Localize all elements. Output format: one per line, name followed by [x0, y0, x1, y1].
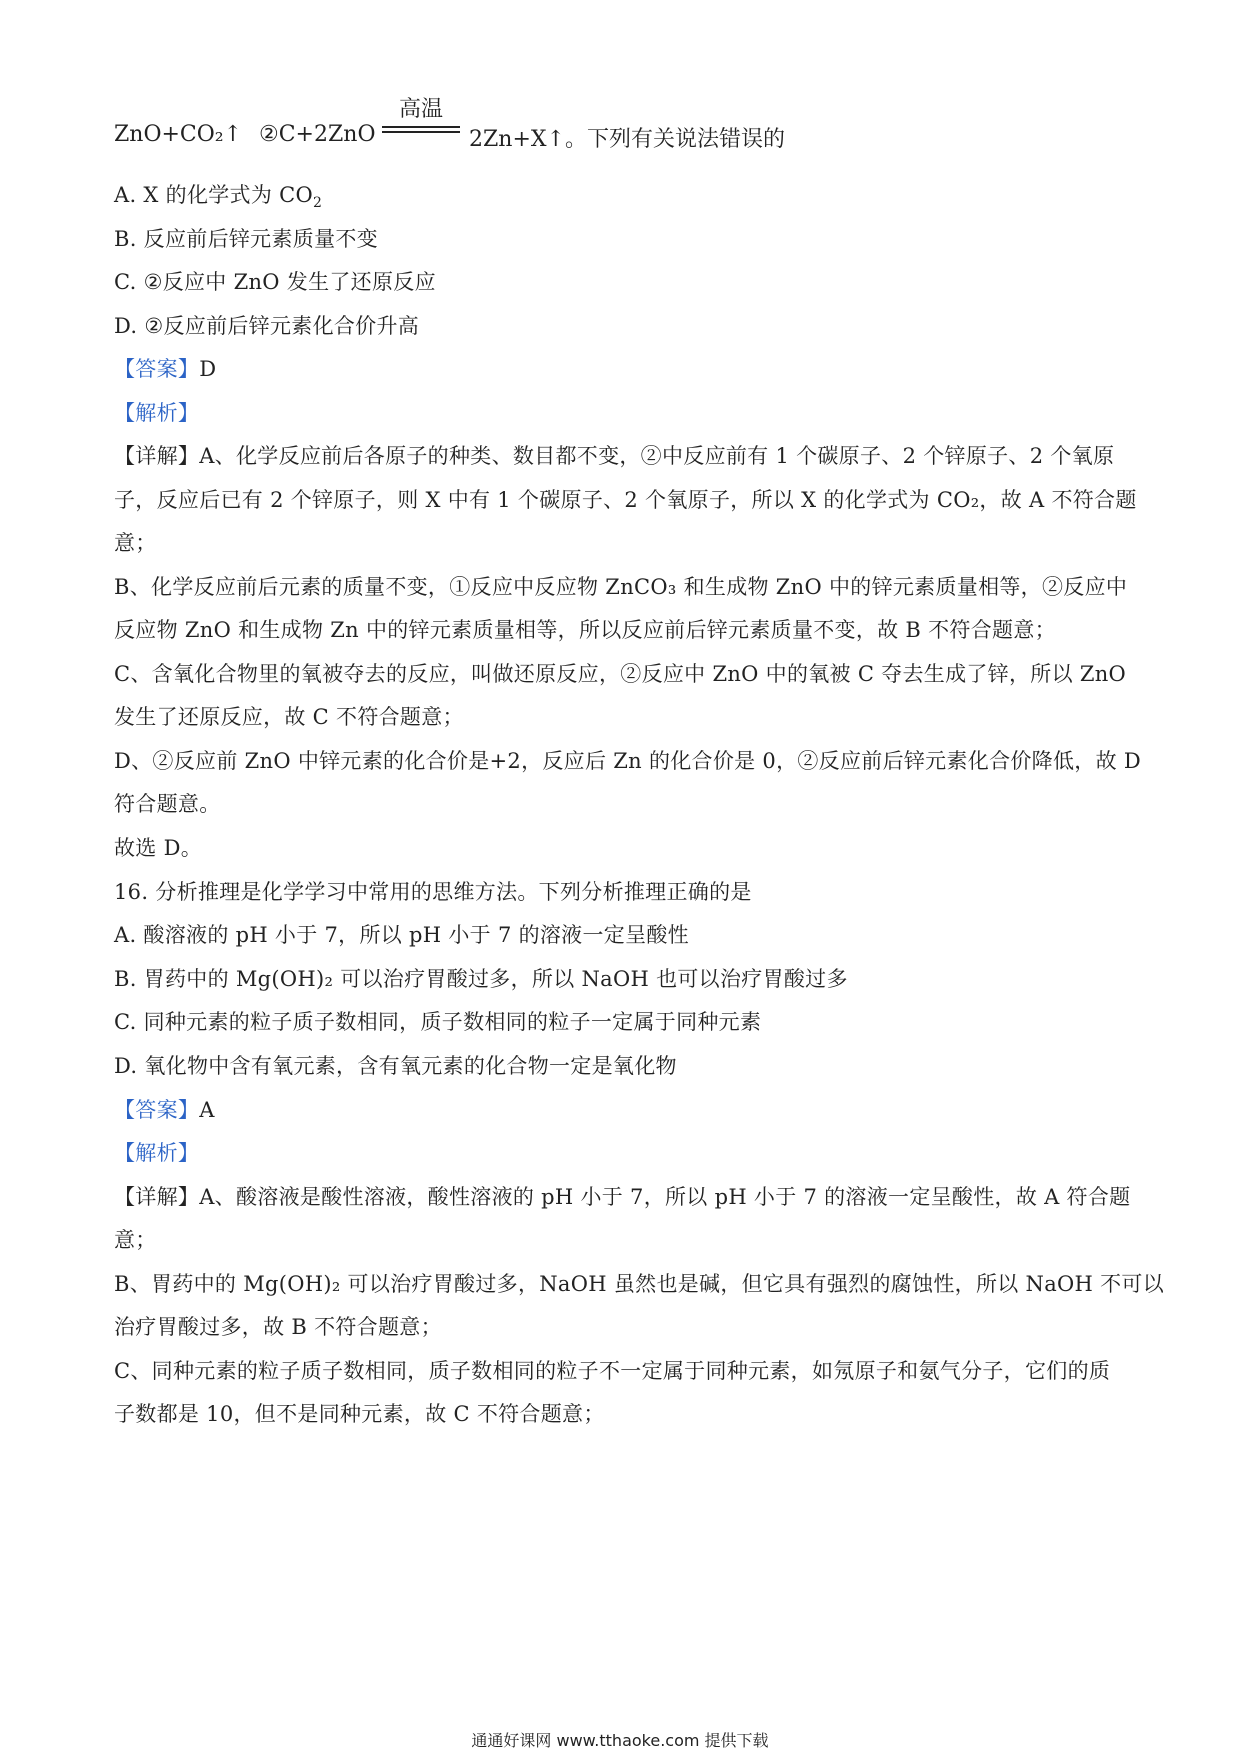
analysis-tag: 【解析】: [114, 1141, 200, 1165]
q15-detail-line: 发生了还原反应，故 C 不符合题意；: [114, 705, 464, 729]
page-footer: 通通好课网 www.tthaoke.com 提供下载: [471, 1731, 769, 1750]
answer-value: A: [199, 1098, 215, 1122]
q15-detail-line: 反应物 ZnO 和生成物 Zn 中的锌元素质量相等，所以反应前后锌元素质量不变，故 B 不符合题意；: [114, 618, 1056, 642]
q16-detail-line: 意；: [114, 1228, 157, 1252]
q16-detail-line: B、胃药中的 Mg(OH)₂ 可以治疗胃酸过多，NaOH 虽然也是碱，但它具有强烈的腐蚀性，所以 NaOH 不可以: [114, 1272, 1165, 1296]
answer-tag: 【答案】: [114, 1098, 200, 1122]
q15-detail-line: C、含氧化合物里的氧被夺去的反应，叫做还原反应，②反应中 ZnO 中的氧被 C 夺去生成了锌，所以 ZnO: [114, 662, 1127, 686]
equation-middle: ②C+2ZnO: [259, 122, 376, 147]
q15-detail-line: 意；: [114, 531, 157, 555]
q16-detail-line: C、同种元素的粒子质子数相同，质子数相同的粒子不一定属于同种元素，如氖原子和氨气分子，它们的质: [114, 1359, 1111, 1383]
q16-option-c: C. 同种元素的粒子质子数相同，质子数相同的粒子一定属于同种元素: [114, 1010, 762, 1034]
equation-right: 2Zn+X↑。下列有关说法错误的: [469, 127, 785, 152]
q16-stem: 16. 分析推理是化学学习中常用的思维方法。下列分析推理正确的是: [114, 880, 752, 904]
q15-detail-line: 子，反应后已有 2 个锌原子，则 X 中有 1 个碳原子、2 个氧原子，所以 X 的化学式为 CO₂，故 A 不符合题: [114, 488, 1137, 512]
q16-detail-line: 子数都是 10，但不是同种元素，故 C 不符合题意；: [114, 1402, 605, 1426]
q15-analysis-heading: [114, 400, 1134, 426]
q15-detail-line: 符合题意。: [114, 792, 221, 816]
reaction-equation: [114, 92, 814, 152]
q15-detail-line: B、化学反应前后元素的质量不变，①反应中反应物 ZnCO₃ 和生成物 ZnO 中的锌元素质量相等，②反应中: [114, 575, 1128, 599]
q15-detail-line: D、②反应前 ZnO 中锌元素的化合价是+2，反应后 Zn 的化合价是 0，②反应前后锌元素化合价降低，故 D: [114, 749, 1141, 773]
q16-detail-line: 治疗胃酸过多，故 B 不符合题意；: [114, 1315, 442, 1339]
q16-option-a: A. 酸溶液的 pH 小于 7，所以 pH 小于 7 的溶液一定呈酸性: [114, 923, 689, 947]
q16-analysis-heading: [114, 1140, 1134, 1166]
reaction-condition-arrow: [382, 92, 460, 142]
answer-value: D: [199, 357, 217, 381]
q15-option-a: A. X 的化学式为 $CO_2$: [114, 183, 323, 212]
q15-option-c: C. ②反应中 ZnO 发生了还原反应: [114, 270, 436, 294]
reaction-condition: 高温: [398, 97, 443, 122]
q16-option-d: D. 氧化物中含有氧元素，含有氧元素的化合物一定是氧化物: [114, 1054, 677, 1078]
equation-left: ZnO+CO₂↑: [114, 122, 243, 147]
q15-conclusion: 故选 D。: [114, 836, 203, 860]
q15-option-d: D. ②反应前后锌元素化合价升高: [114, 314, 420, 338]
q16-option-b: B. 胃药中的 Mg(OH)₂ 可以治疗胃酸过多，所以 NaOH 也可以治疗胃酸过多: [114, 967, 848, 991]
q16-detail-line: 【详解】A、酸溶液是酸性溶液，酸性溶液的 pH 小于 7，所以 pH 小于 7 的溶液一定呈酸性，故 A 符合题: [114, 1185, 1131, 1209]
q16-answer: [114, 1097, 1134, 1123]
q15-detail-line: 【详解】A、化学反应前后各原子的种类、数目都不变，②中反应前有 1 个碳原子、2 个锌原子、2 个氧原: [114, 444, 1115, 468]
q15-option-b: B. 反应前后锌元素质量不变: [114, 227, 378, 251]
analysis-tag: 【解析】: [114, 401, 200, 425]
answer-tag: 【答案】: [114, 357, 200, 381]
detail-tag: 【详解】: [114, 1185, 200, 1209]
detail-tag: 【详解】: [114, 444, 200, 468]
q15-answer: [114, 356, 1134, 382]
